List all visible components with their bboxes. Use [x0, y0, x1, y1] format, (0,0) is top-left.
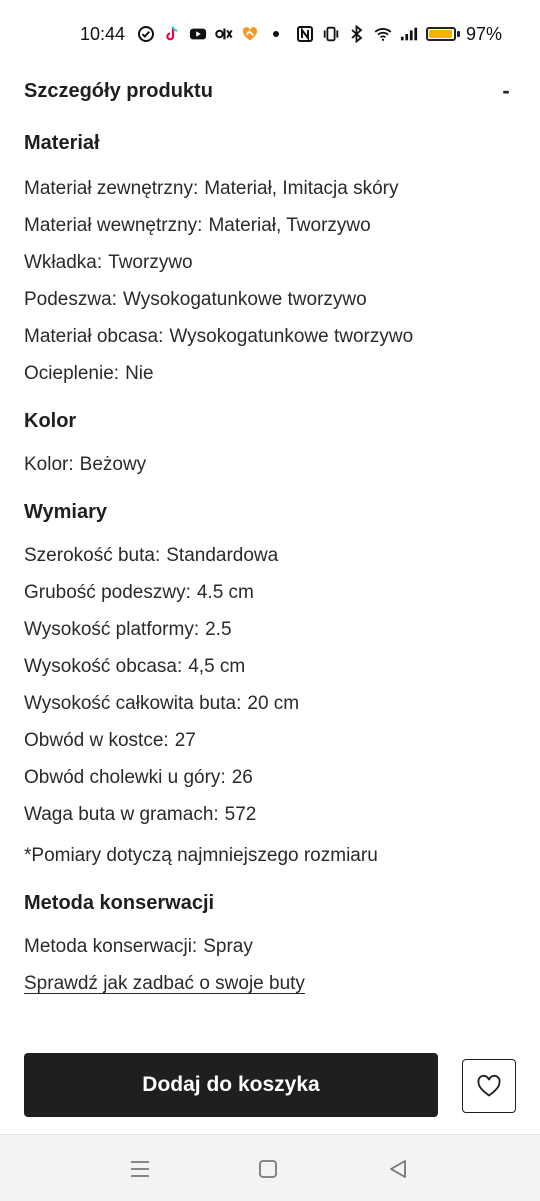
- group-care: [24, 886, 516, 1002]
- tiktok-icon: [163, 25, 181, 43]
- group-dimensions: [24, 495, 516, 874]
- bluetooth-icon: [348, 25, 366, 43]
- detail-row: Grubość podeszwy: 4.5 cm: [24, 582, 254, 603]
- olx-icon: [215, 25, 233, 43]
- group-title: Wymiary: [24, 501, 108, 523]
- dimensions-note: *Pomiary dotyczą najmniejszego rozmiaru: [24, 845, 378, 866]
- group-title: Kolor: [24, 410, 77, 432]
- detail-row: Materiał wewnętrzny: Materiał, Tworzywo: [24, 215, 371, 236]
- detail-row: Szerokość buta: Standardowa: [24, 545, 279, 566]
- collapse-toggle[interactable]: -: [502, 78, 510, 103]
- status-icons-left: [137, 25, 285, 43]
- product-details: [24, 70, 516, 1002]
- heart-icon: [476, 1074, 502, 1098]
- home-square-icon[interactable]: [256, 1157, 280, 1181]
- youtube-icon: [189, 25, 207, 43]
- system-nav-bar: [0, 1134, 540, 1201]
- detail-row: Wysokość obcasa: 4,5 cm: [24, 656, 246, 677]
- detail-row: Materiał obcasa: Wysokogatunkowe tworzywo: [24, 326, 414, 347]
- detail-row: Ocieplenie: Nie: [24, 363, 154, 384]
- group-color: [24, 404, 516, 483]
- add-to-cart-button[interactable]: Dodaj do koszyka: [24, 1053, 438, 1117]
- care-guide-link[interactable]: Sprawdź jak zadbać o swoje buty: [24, 973, 305, 994]
- status-bar: [0, 0, 540, 68]
- detail-row: Wysokość całkowita buta: 20 cm: [24, 693, 300, 714]
- detail-row: Materiał zewnętrzny: Materiał, Imitacja skóry: [24, 178, 399, 199]
- battery-icon: [426, 27, 456, 41]
- group-rows: [24, 446, 516, 483]
- wifi-icon: [374, 25, 392, 43]
- group-material: [24, 126, 516, 392]
- detail-row: Wkładka: Tworzywo: [24, 252, 193, 273]
- group-rows: [24, 537, 516, 833]
- nfc-icon: [296, 25, 314, 43]
- menu-icon[interactable]: [128, 1157, 152, 1181]
- vibrate-icon: [322, 25, 340, 43]
- group-rows: [24, 928, 516, 965]
- heart-app-icon: [241, 25, 259, 43]
- wishlist-button[interactable]: [462, 1059, 516, 1113]
- group-rows: [24, 170, 516, 392]
- check-circle-icon: [137, 25, 155, 43]
- section-title: Szczegóły produktu: [24, 79, 213, 102]
- status-time: 10:44: [80, 23, 126, 44]
- detail-row: Obwód w kostce: 27: [24, 730, 196, 751]
- status-icons-right: [296, 24, 502, 45]
- back-triangle-icon[interactable]: [386, 1157, 410, 1181]
- detail-row: Kolor: Beżowy: [24, 454, 147, 475]
- detail-row: Waga buta w gramach: 572: [24, 804, 257, 825]
- signal-icon: [400, 25, 418, 43]
- product-details-header[interactable]: [24, 70, 516, 112]
- battery-indicator: [426, 24, 502, 45]
- detail-row: Obwód cholewki u góry: 26: [24, 767, 253, 788]
- dot-icon: [267, 25, 285, 43]
- group-title: Materiał: [24, 132, 100, 154]
- group-title: Metoda konserwacji: [24, 892, 215, 914]
- battery-percent: 97%: [465, 23, 502, 44]
- detail-row: Podeszwa: Wysokogatunkowe tworzywo: [24, 289, 367, 310]
- detail-row: Metoda konserwacji: Spray: [24, 936, 253, 957]
- detail-row: Wysokość platformy: 2.5: [24, 619, 232, 640]
